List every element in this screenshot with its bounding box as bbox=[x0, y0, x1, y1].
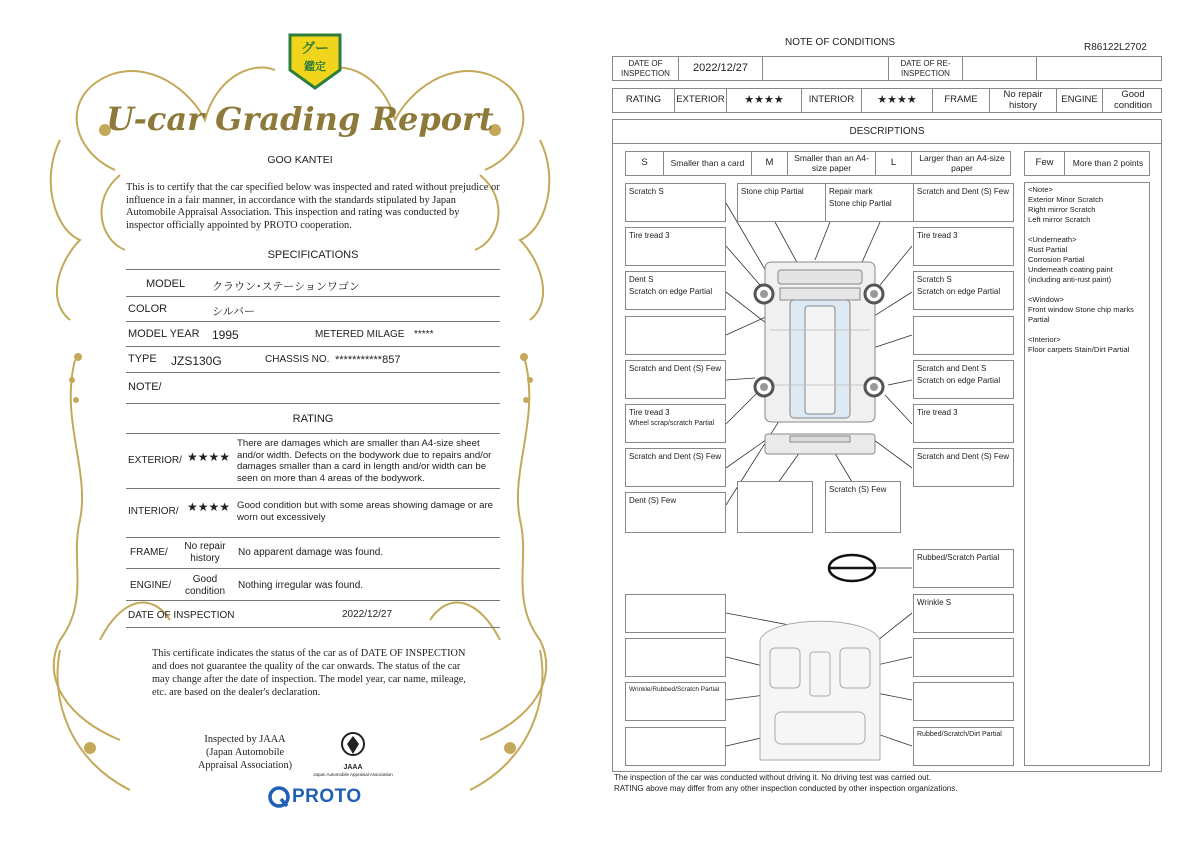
interior-description: Good condition but with some areas showing damage or are worn out excessively bbox=[237, 500, 493, 523]
date-inspection-value: 2022/12/27 bbox=[679, 57, 763, 80]
desc-text: Scratch on edge Partial bbox=[917, 287, 1001, 296]
desc-box-empty bbox=[737, 481, 813, 533]
legend-l: L bbox=[876, 152, 912, 175]
legend-s: S bbox=[626, 152, 664, 175]
divider bbox=[126, 537, 500, 538]
footer-note-1: The inspection of the car was conducted without driving it. No driving test was carried out. bbox=[614, 773, 932, 782]
legend-s-text: Smaller than a card bbox=[664, 152, 752, 175]
desc-text: Wrinkle/Rubbed/Scratch Partial bbox=[629, 686, 720, 693]
color-label: COLOR bbox=[128, 303, 168, 315]
divider bbox=[126, 296, 500, 297]
desc-text: Scratch and Dent (S) Few bbox=[917, 452, 1010, 461]
engine-value: Good condition bbox=[1113, 88, 1153, 111]
badge-bottom-text: 鑑定 bbox=[304, 61, 326, 73]
desc-box bbox=[625, 492, 726, 533]
engine-description: Nothing irregular was found. bbox=[238, 580, 364, 591]
desc-box-empty bbox=[625, 316, 726, 355]
divider bbox=[126, 372, 500, 373]
model-label: MODEL bbox=[146, 278, 186, 290]
form-title: NOTE OF CONDITIONS bbox=[785, 37, 895, 48]
desc-box bbox=[825, 183, 926, 222]
divider bbox=[126, 568, 500, 569]
legend-few-text: More than 2 points bbox=[1072, 157, 1144, 168]
date-label: DATE OF INSPECTION bbox=[128, 610, 235, 621]
type-label: TYPE bbox=[128, 353, 157, 365]
proto-logo: PROTO bbox=[292, 786, 362, 807]
footer-note-2: RATING above may differ from any other inspection conducted by other inspection organizations. bbox=[614, 784, 958, 793]
inspected-by: Inspected by JAAA (Japan Automobile Appraisal Association) bbox=[197, 734, 293, 771]
jaaa-caption: Japan Automobile Appraisal Association bbox=[313, 772, 393, 777]
frame-value: No repair history bbox=[990, 89, 1057, 112]
note-label: NOTE/ bbox=[128, 381, 162, 393]
desc-text: Rubbed/Scratch Partial bbox=[917, 553, 1000, 562]
note-line: Floor carpets Stain/Dirt Partial bbox=[1028, 345, 1130, 355]
desc-box bbox=[913, 594, 1014, 633]
descriptions-heading: DESCRIPTIONS bbox=[849, 126, 925, 137]
desc-text: Repair mark bbox=[829, 187, 873, 196]
frame-label: FRAME/ bbox=[130, 547, 168, 558]
note-line: (including anti-rust paint) bbox=[1028, 275, 1112, 285]
certificate-intro: This is to certify that the car specified below was inspected and rated without prejudice or influence in a fair manner, in accordance with the standards stipulated by Japan Automobile Appraisal Association. This inspection and rating was conducted by inspector officially appointed by PROTO cooperation. bbox=[126, 182, 500, 232]
divider bbox=[126, 346, 500, 347]
divider bbox=[126, 269, 500, 270]
desc-box bbox=[737, 183, 838, 222]
note-line: Exterior Minor Scratch bbox=[1028, 195, 1104, 205]
legend-l-text: Larger than an A4-size paper bbox=[919, 152, 1005, 173]
metered-value: ***** bbox=[414, 329, 434, 340]
desc-box bbox=[913, 227, 1014, 266]
note-of-conditions-form bbox=[600, 0, 1200, 848]
divider bbox=[126, 403, 500, 404]
desc-text: Stone chip Partial bbox=[741, 187, 804, 196]
desc-box bbox=[625, 448, 726, 487]
exterior-description: There are damages which are smaller than A4-size sheet and/or width. Defects on the bodywork due to repairs and/or damages smaller than a card in length and/or width can be seen on more than 4 areas of the bodywork. bbox=[237, 438, 492, 484]
interior-stars: ★★★★ bbox=[862, 89, 933, 112]
engine-label: ENGINE/ bbox=[130, 580, 172, 591]
form-code: R86122L2702 bbox=[1084, 42, 1147, 53]
date-inspection-label: DATE OF INSPECTION bbox=[613, 57, 679, 80]
desc-box bbox=[625, 227, 726, 266]
desc-text: Tire tread 3 bbox=[629, 408, 670, 417]
desc-text: Scratch and Dent (S) Few bbox=[629, 364, 722, 373]
date-reinspection-label: DATE OF RE-INSPECTION bbox=[889, 57, 963, 80]
legend-few: Few bbox=[1025, 152, 1065, 175]
desc-text: Stone chip Partial bbox=[829, 199, 892, 208]
legend-m: M bbox=[752, 152, 788, 175]
note-line: Rust Partial bbox=[1028, 245, 1068, 255]
desc-text: Wheel scrap/scratch Partial bbox=[629, 420, 715, 427]
engine-label: ENGINE bbox=[1057, 89, 1103, 112]
desc-text: Scratch on edge Partial bbox=[629, 287, 713, 296]
exterior-label: EXTERIOR bbox=[675, 89, 727, 112]
divider bbox=[126, 627, 500, 628]
metered-label: METERED MILAGE bbox=[315, 329, 405, 340]
note-line: <Interior> bbox=[1028, 335, 1061, 345]
note-line: Underneath coating paint bbox=[1028, 265, 1113, 275]
desc-box-empty bbox=[913, 316, 1014, 355]
note-line: Left mirror Scratch bbox=[1028, 215, 1091, 225]
note-line: Front window Stone chip marks bbox=[1028, 305, 1134, 315]
divider bbox=[126, 321, 500, 322]
date-value: 2022/12/27 bbox=[342, 609, 393, 620]
exterior-stars: ★★★★ bbox=[727, 89, 802, 112]
desc-text: Tire tread 3 bbox=[917, 231, 958, 240]
certificate-disclaimer: This certificate indicates the status of the car as of DATE OF INSPECTION and does not guarantee the quality of the car onwards. The status of the car may change after the date of inspection. The model year, car name, mileage, etc. are based on the dealer's declaration. bbox=[152, 648, 466, 698]
interior-label: INTERIOR bbox=[802, 89, 862, 112]
desc-box bbox=[913, 271, 1014, 310]
desc-text: Dent S bbox=[629, 275, 654, 284]
interior-label: INTERIOR/ bbox=[128, 506, 179, 517]
desc-box bbox=[625, 271, 726, 310]
interior-stars: ★★★★ bbox=[187, 500, 231, 514]
rating-label: RATING bbox=[613, 89, 675, 112]
legend-m-text: Smaller than an A4-size paper bbox=[788, 152, 876, 175]
desc-text: Tire tread 3 bbox=[629, 231, 670, 240]
desc-text: Scratch S bbox=[917, 275, 952, 284]
badge-top-text: グー bbox=[301, 40, 329, 56]
desc-text: Scratch (S) Few bbox=[829, 485, 887, 494]
desc-text: Scratch and Dent (S) Few bbox=[629, 452, 722, 461]
divider bbox=[126, 600, 500, 601]
desc-box bbox=[625, 360, 726, 399]
desc-text: Scratch on edge Partial bbox=[917, 376, 1001, 385]
desc-box bbox=[913, 448, 1014, 487]
exterior-label: EXTERIOR/ bbox=[128, 455, 182, 466]
desc-box bbox=[913, 549, 1014, 588]
desc-box bbox=[913, 727, 1014, 766]
certificate-title: U-car Grading Report bbox=[106, 100, 494, 138]
frame-label: FRAME bbox=[933, 89, 990, 112]
divider bbox=[126, 488, 500, 489]
certificate-subtitle: GOO KANTEI bbox=[267, 154, 333, 166]
note-line: <Window> bbox=[1028, 295, 1064, 305]
specifications-heading: SPECIFICATIONS bbox=[267, 249, 359, 261]
desc-text: Wrinkle S bbox=[917, 598, 952, 607]
chassis-value: ***********857 bbox=[335, 354, 401, 366]
desc-text: Scratch and Dent (S) Few bbox=[917, 187, 1010, 196]
note-line: <Note> bbox=[1028, 185, 1053, 194]
color-value: シルバー bbox=[212, 306, 255, 318]
exterior-stars: ★★★★ bbox=[187, 450, 231, 464]
desc-text: Scratch S bbox=[629, 187, 664, 196]
proto-icon bbox=[268, 786, 290, 808]
divider bbox=[126, 433, 500, 434]
desc-box-empty bbox=[625, 594, 726, 633]
desc-box bbox=[625, 682, 726, 721]
note-line: Partial bbox=[1028, 315, 1050, 325]
desc-box bbox=[913, 360, 1014, 399]
desc-text: Tire tread 3 bbox=[917, 408, 958, 417]
desc-box bbox=[913, 404, 1014, 443]
model-value: クラウン･ステーションワゴン bbox=[212, 281, 360, 293]
model-year-value: 1995 bbox=[212, 328, 239, 342]
note-line: Right mirror Scratch bbox=[1028, 205, 1096, 215]
note-line: Corrosion Partial bbox=[1028, 255, 1085, 265]
jaaa-emblem bbox=[338, 730, 368, 764]
model-year-label: MODEL YEAR bbox=[128, 328, 200, 340]
desc-box-empty bbox=[625, 727, 726, 766]
desc-box bbox=[913, 183, 1014, 222]
desc-box bbox=[625, 404, 726, 443]
desc-text: Rubbed/Scratch/Dirt Partial bbox=[917, 731, 1002, 738]
desc-text: Scratch and Dent S bbox=[917, 364, 987, 373]
frame-value: No repair history bbox=[184, 541, 226, 564]
chassis-label: CHASSIS NO. bbox=[265, 354, 330, 365]
rating-heading: RATING bbox=[292, 413, 334, 425]
desc-text: Dent (S) Few bbox=[629, 496, 677, 505]
desc-box bbox=[825, 481, 901, 533]
jaaa-logo: JAAA bbox=[343, 764, 363, 771]
frame-description: No apparent damage was found. bbox=[238, 547, 384, 558]
desc-box bbox=[625, 183, 726, 222]
note-line: <Underneath> bbox=[1028, 235, 1077, 245]
type-value: JZS130G bbox=[171, 354, 222, 368]
desc-box-empty bbox=[913, 638, 1014, 677]
desc-box-empty bbox=[625, 638, 726, 677]
desc-box-empty bbox=[913, 682, 1014, 721]
engine-value: Good condition bbox=[184, 574, 226, 597]
